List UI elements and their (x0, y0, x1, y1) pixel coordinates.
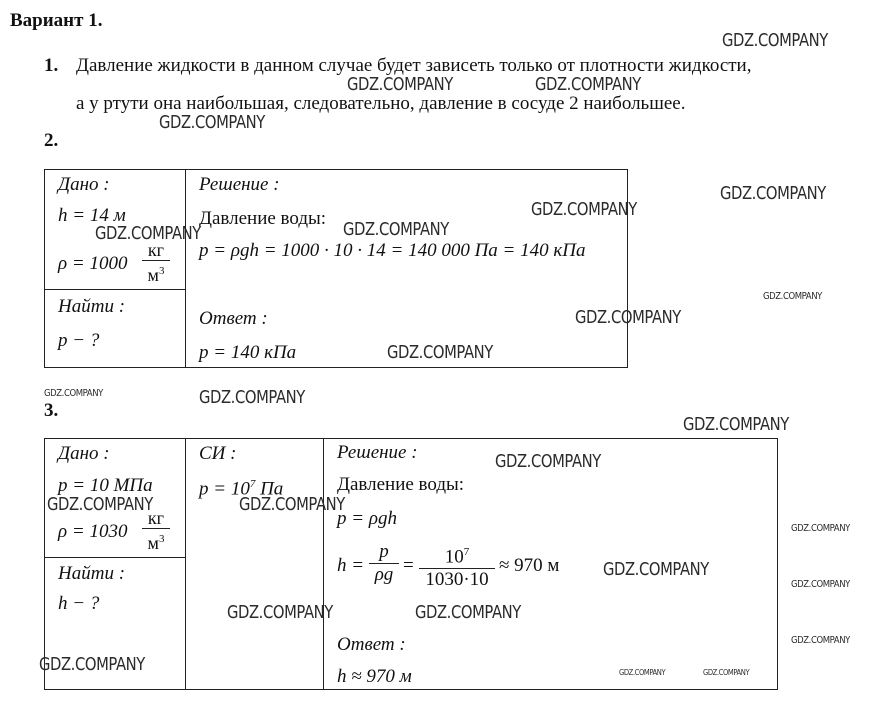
watermark: GDZ.COMPANY (159, 112, 265, 133)
q1-line2: а у ртути она наибольшая, следовательно, давление в сосуде 2 наибольшее. (76, 93, 686, 114)
q3-eq: = (403, 555, 414, 576)
q3-fraction-2-exp: 7 (463, 546, 470, 558)
watermark: GDZ.COMPANY (791, 635, 850, 646)
q3-h-eq: h = (337, 555, 365, 576)
q2-solution-label: Решение : (199, 174, 280, 195)
q3-given-rho: ρ = 1030 (58, 521, 128, 542)
q3-formula1: p = ρgh (337, 508, 397, 529)
q1-line1: Давление жидкости в данном случае будет зависеть только от плотности жидкости, (76, 55, 752, 76)
watermark: GDZ.COMPANY (575, 307, 681, 328)
q2-solution-text: Давление воды: (199, 208, 327, 229)
watermark: GDZ.COMPANY (703, 668, 750, 677)
watermark: GDZ.COMPANY (531, 199, 637, 220)
watermark: GDZ.COMPANY (387, 342, 493, 363)
watermark: GDZ.COMPANY (343, 219, 449, 240)
watermark: GDZ.COMPANY (47, 494, 153, 515)
q2-unit-fraction (142, 240, 170, 285)
q2-given-rho: ρ = 1000 (58, 253, 128, 274)
q2-answer: p = 140 кПа (199, 342, 297, 363)
q3-number: 3. (44, 400, 59, 421)
q3-divider-2 (323, 438, 324, 690)
watermark: GDZ.COMPANY (495, 451, 601, 472)
q3-find-value: h − ? (58, 593, 100, 614)
watermark: GDZ.COMPANY (535, 74, 641, 95)
q2-unit-denominator-wrap (142, 261, 170, 285)
q3-divider-horizontal (44, 557, 185, 558)
q3-fraction-2 (419, 541, 495, 591)
q3-solution-text: Давление воды: (337, 474, 465, 495)
q2-unit-exponent: 3 (158, 265, 165, 277)
watermark: GDZ.COMPANY (763, 291, 822, 302)
q2-divider-vertical (185, 169, 186, 368)
watermark: GDZ.COMPANY (791, 579, 850, 590)
q3-given-p: p = 10 МПа (58, 475, 153, 496)
q2-find-value: p − ? (58, 330, 100, 351)
watermark: GDZ.COMPANY (227, 602, 333, 623)
q3-given-label: Дано : (58, 443, 110, 464)
q3-fraction-1-den: ρg (374, 564, 394, 585)
q3-answer-label: Ответ : (337, 634, 406, 655)
watermark: GDZ.COMPANY (239, 494, 345, 515)
page-title: Вариант 1. (10, 10, 103, 31)
q1-number: 1. (44, 55, 59, 76)
q2-find-label: Найти : (58, 296, 126, 317)
watermark: GDZ.COMPANY (720, 183, 826, 204)
q3-unit-denominator: м (147, 533, 159, 553)
q3-divider-1 (185, 438, 186, 690)
q3-si-value-b: Па (260, 478, 284, 500)
watermark: GDZ.COMPANY (619, 668, 666, 677)
q3-unit-exponent: 3 (158, 533, 165, 545)
q3-approx: ≈ 970 м (499, 555, 560, 576)
q3-unit-numerator: кг (147, 508, 165, 528)
q2-given-h: h = 14 м (58, 205, 126, 226)
q3-si-exponent: 7 (249, 478, 256, 490)
q3-fraction-2-den: 1030·10 (425, 569, 489, 591)
q3-fraction-2-num-wrap (419, 541, 495, 568)
q2-answer-label: Ответ : (199, 308, 268, 329)
q2-number: 2. (44, 130, 59, 151)
watermark: GDZ.COMPANY (199, 387, 305, 408)
q2-divider-horizontal (44, 289, 185, 290)
q2-unit-numerator: кг (147, 240, 165, 260)
q2-formula: p = ρgh = 1000 · 10 · 14 = 140 000 Па = 140 кПа (199, 240, 586, 261)
watermark: GDZ.COMPANY (415, 602, 521, 623)
watermark: GDZ.COMPANY (722, 30, 828, 51)
q3-fraction-1 (369, 541, 399, 586)
watermark: GDZ.COMPANY (603, 559, 709, 580)
watermark: GDZ.COMPANY (39, 654, 145, 675)
q3-unit-denominator-wrap (142, 529, 170, 553)
q3-answer: h ≈ 970 м (337, 666, 412, 687)
q3-fraction-1-num: p (379, 541, 389, 562)
watermark: GDZ.COMPANY (683, 414, 789, 435)
watermark: GDZ.COMPANY (791, 523, 850, 534)
watermark: GDZ.COMPANY (95, 223, 201, 244)
watermark: GDZ.COMPANY (347, 74, 453, 95)
q3-si-value-a: p = 10 (199, 478, 250, 500)
watermark: GDZ.COMPANY (44, 388, 103, 399)
q3-solution-label: Решение : (337, 442, 418, 463)
q3-fraction-2-num: 10 (444, 546, 464, 568)
q2-unit-denominator: м (147, 265, 159, 285)
q3-find-label: Найти : (58, 563, 126, 584)
q2-given-label: Дано : (58, 174, 110, 195)
q3-si-label: СИ : (199, 443, 237, 464)
